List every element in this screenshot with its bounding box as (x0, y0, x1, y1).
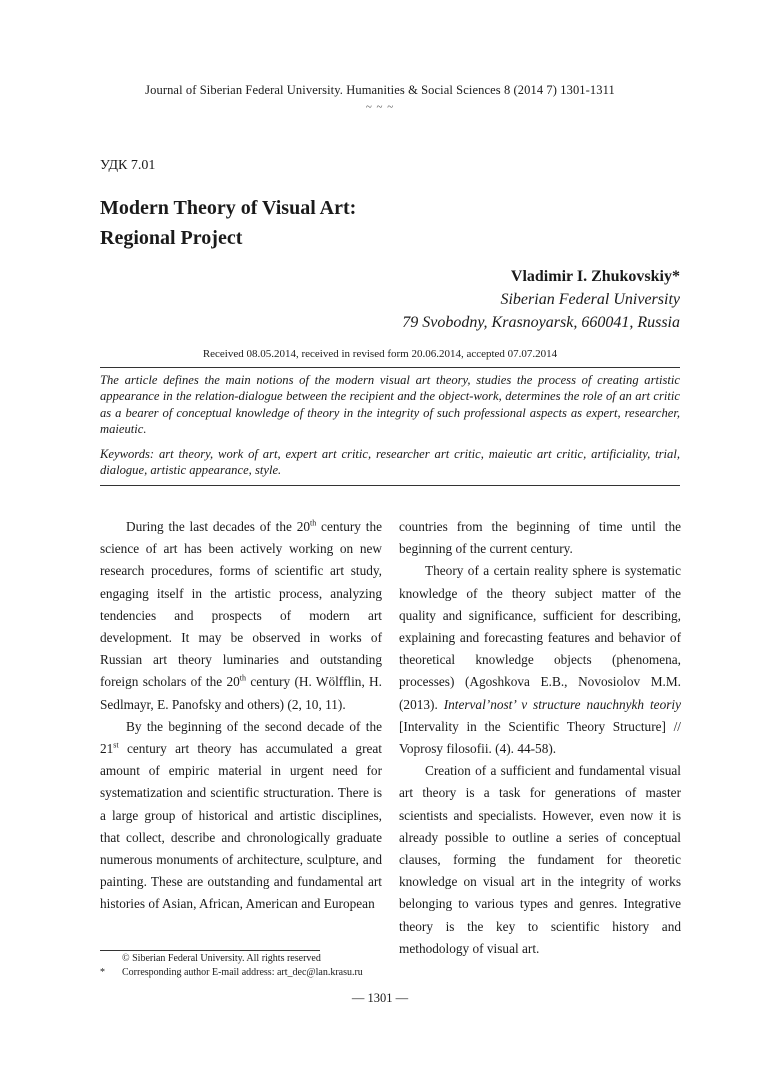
corresponding-email: Corresponding author E-mail address: art_dec@lan.krasu.ru (122, 967, 363, 978)
footnote-rule (100, 950, 320, 951)
body-column-left (100, 516, 382, 916)
corresponding-author-note: * Corresponding author E-mail address: art_dec@lan.krasu.ru (100, 967, 363, 978)
udk-code: УДК 7.01 (100, 158, 156, 173)
body-paragraph: During the last decades of the 20th century the science of art has been actively working on new research procedures, forms of scientific art study, engaging itself in the artistic process, analyzing tendencies and prospects of modern art development. It may be observed in works of Russian art theory luminaries and outstanding foreign scholars of the 20th century (H. Wölfflin, H. Sedlmayr, E. Panofsky and others) (2, 10, 11). (100, 518, 382, 712)
body-column-right (399, 516, 681, 960)
author-affiliation: Siberian Federal University (500, 291, 680, 308)
body-paragraph: Creation of a sufficient and fundamental visual art theory is a task for generations of master scientists and specialists. However, even now it is already possible to outline a series of conceptual clauses, forming the fundament for theoretic knowledge on visual art in the integrity of works belonging to various types and genres. Integrative theory is the key to scientific history and methodology of visual art. (399, 763, 681, 956)
body-paragraph: countries from the beginning of time until the beginning of the current century. (399, 519, 681, 557)
body-paragraph: By the beginning of the second decade of the 21st century art theory has accumulated a great amount of empiric material in urgent need for systematization and scientific structuration. There is a large group of historical and artistic disciplines, that collect, describe and chronologically graduate numerous monuments of architecture, sculpture, and painting. These are outstanding and fundamental art histories of Asian, African, American and European (100, 718, 382, 912)
author-block (402, 265, 680, 334)
abstract-bottom-rule (100, 485, 680, 486)
abstract: The article defines the main notions of the modern visual art theory, studies the process of creating artistic appearance in the relation-dialogue between the recipient and the object-work, determines the role of an art critic as a bearer of conceptual knowledge of theory in the integrity of such professional aspects as expert, researcher, maieutic. (100, 373, 680, 437)
body-paragraph: Theory of a certain reality sphere is systematic knowledge of the theory subject matter of the quality and significance, sufficient for describing, explaining and forecasting features and behavior of theoretical knowledge objects (phenomena, processes) (Agoshkova E.B., Novosiolov M.M. (2013). Interval’nost’ v structure nauchnykh teoriy [Intervality in the Scientific Theory Structure] // Voprosy filosofii. (4). 44-58). (399, 563, 681, 757)
cited-title: Interval’nost’ v structure nauchnykh teoriy (443, 696, 681, 712)
received-dates: Received 08.05.2014, received in revised form 20.06.2014, accepted 07.07.2014 (202, 348, 558, 360)
title-line-1: Modern Theory of Visual Art: (100, 197, 357, 219)
keywords: Keywords: art theory, work of art, expert art critic, researcher art critic, maieutic art critic, artificiality, trial, dialogue, artistic appearance, style. (100, 447, 680, 478)
header-separator: ~ ~ ~ (365, 101, 395, 113)
author-address: 79 Svobodny, Krasnoyarsk, 660041, Russia (402, 314, 680, 331)
copyright-note: © Siberian Federal University. All rights reserved (122, 953, 321, 964)
abstract-top-rule (100, 367, 680, 368)
article-title (100, 193, 356, 253)
author-name: Vladimir I. Zhukovskiy* (510, 268, 680, 285)
title-line-2: Regional Project (100, 227, 243, 249)
journal-header: Journal of Siberian Federal University. Humanities & Social Sciences 8 (2014 7) 1301-1311 (145, 83, 615, 97)
page-number: ― 1301 ― (351, 991, 409, 1005)
